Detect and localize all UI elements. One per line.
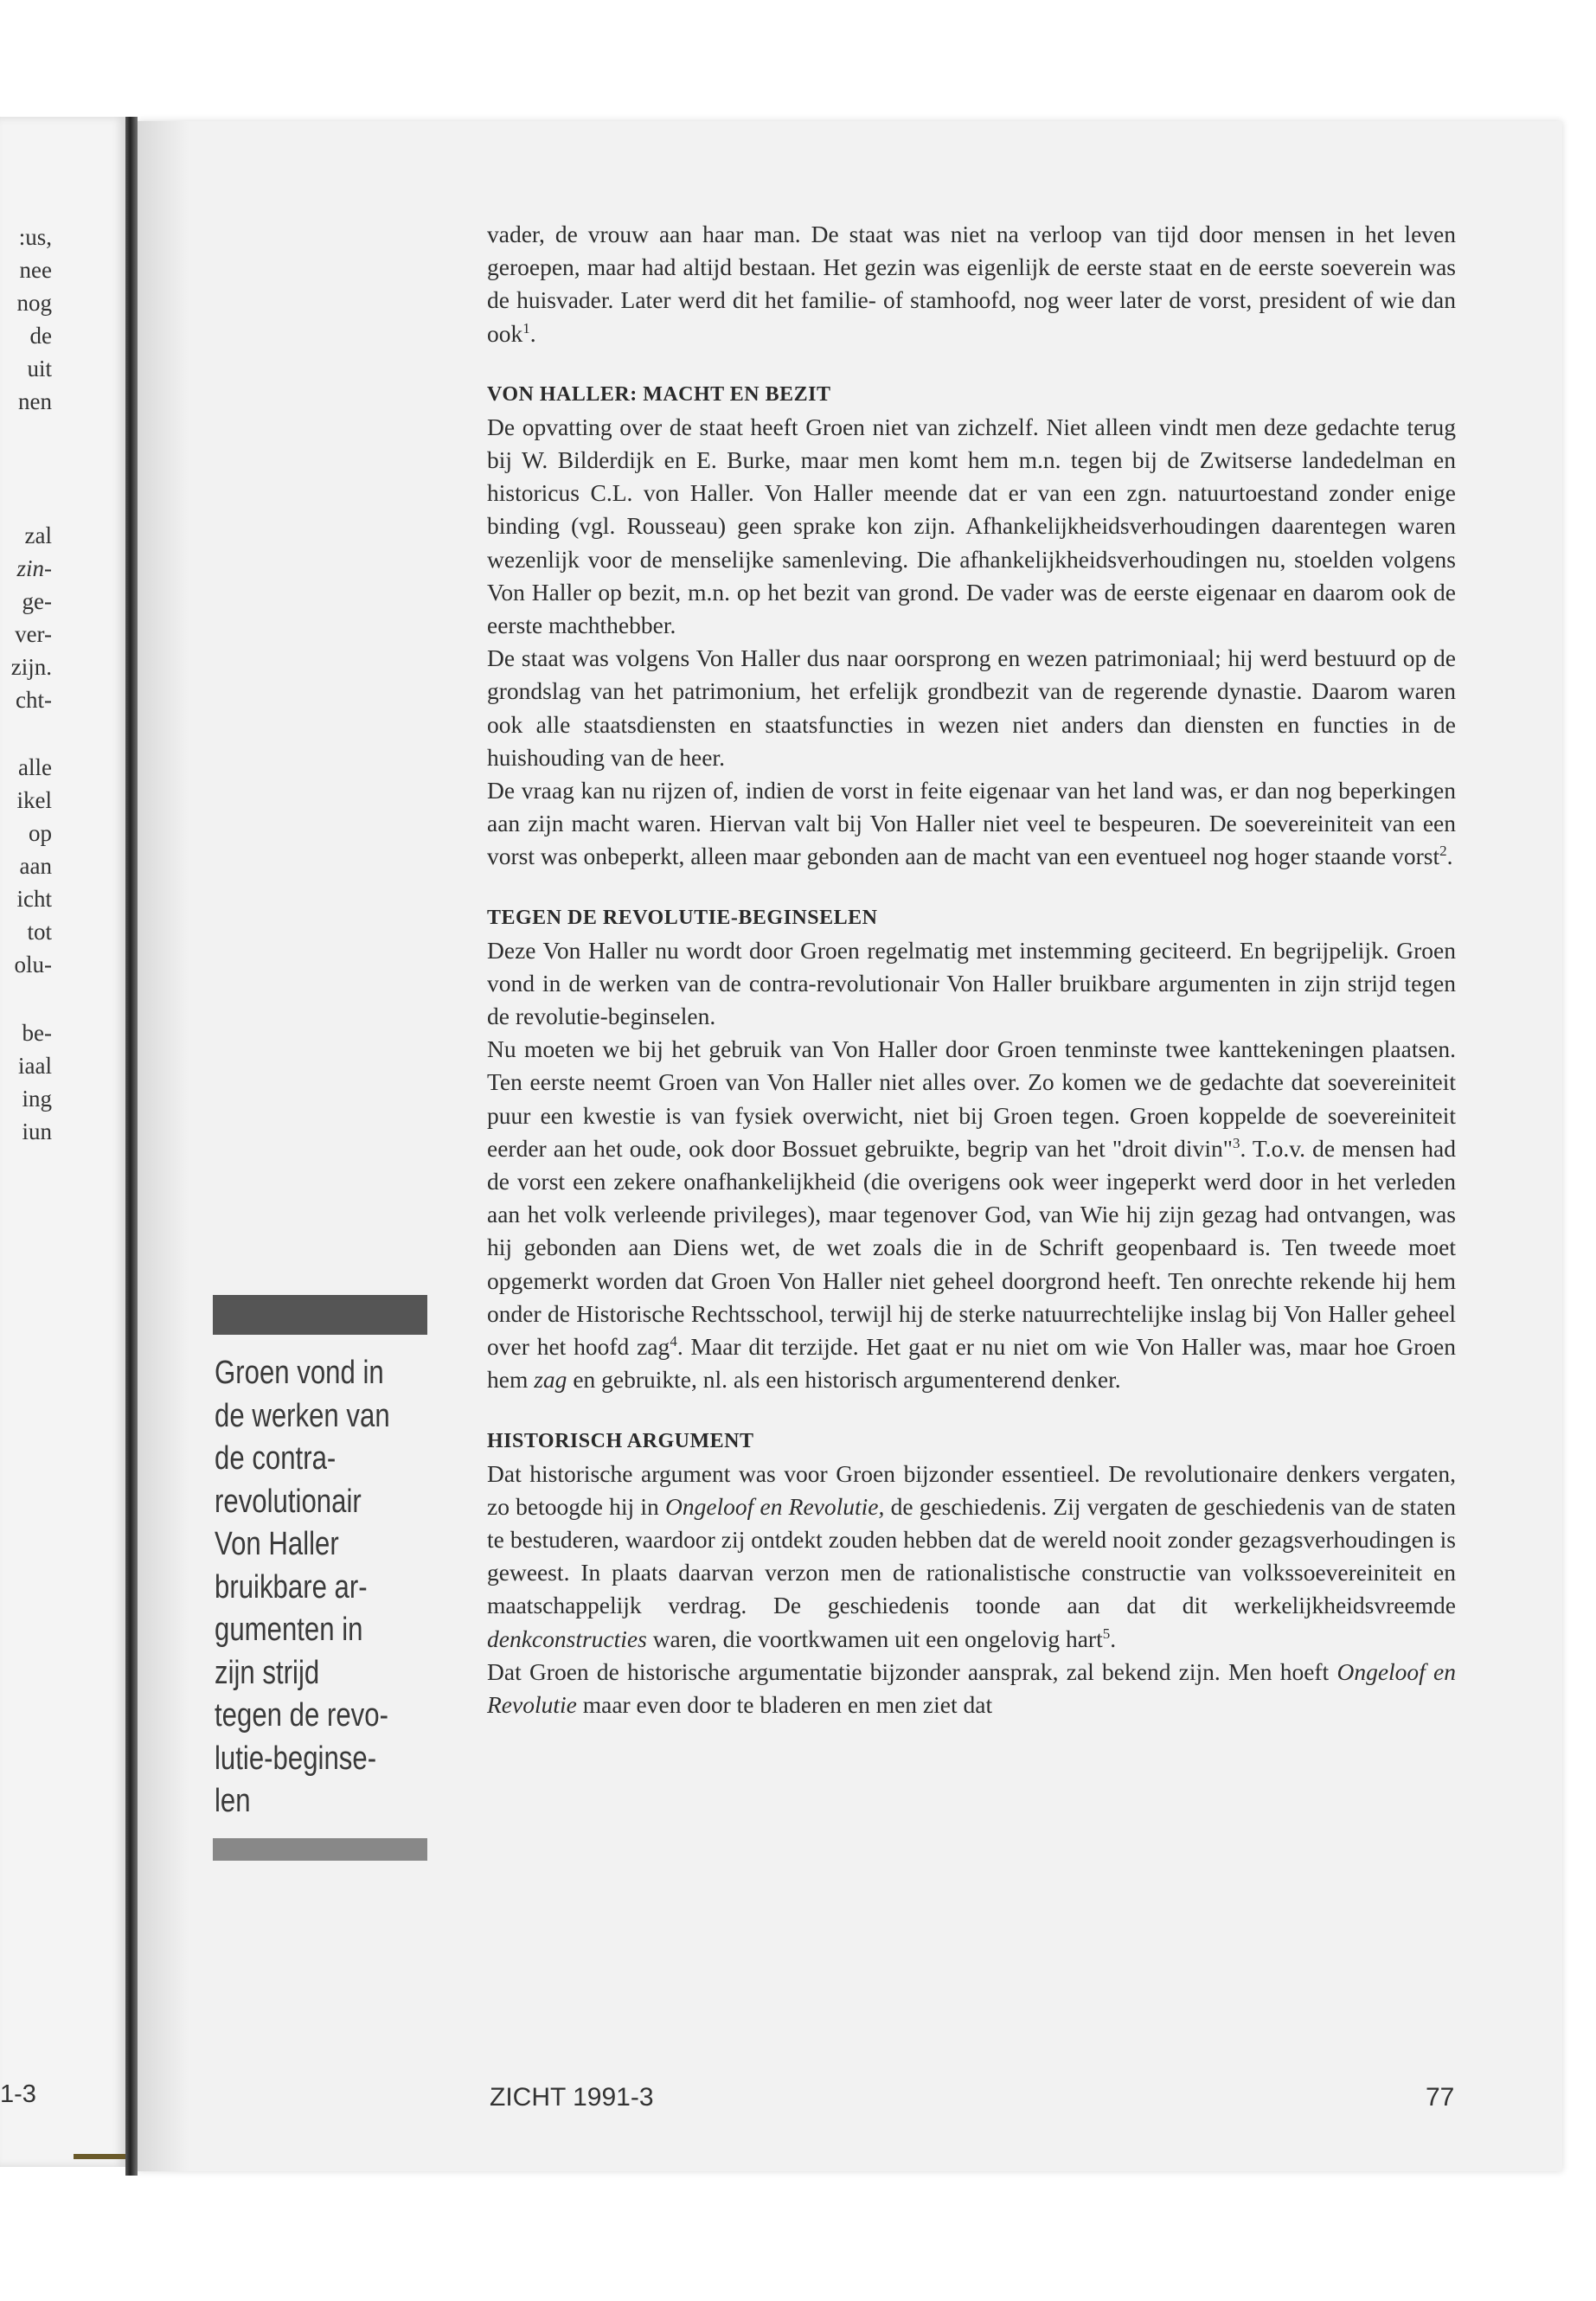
facing-page-footer: 1-3: [0, 2080, 36, 2108]
section-heading-historisch: HISTORISCH ARGUMENT: [487, 1429, 754, 1452]
page-gutter-shadow: [138, 121, 189, 2171]
pull-quote: Groen vond in de werken van de contra- revolutionair Von Haller bruikbare ar- gumenten in zijn strijd tegen de revo- lutie-beginse- len: [215, 1355, 390, 1819]
paragraph: Deze Von Haller nu wordt door Groen regelmatig met instemming geciteerd. En begrijpelijk. Groen vond in de werken van de contra-revolutionair Von Haller bruikbare argumenten in zijn strijd tegen de revolutie-beginselen.: [487, 936, 1456, 1030]
paragraph-intro: vader, de vrouw aan haar man. De staat was niet na verloop van tijd door mensen in het leven geroepen, maar had altijd bestaan. Het gezin was eigenlijk de eerste staat en de eerste soeverein was de huisvader. Later werd dit het familie- of stamhoofd, nog weer later de vorst, president of wie dan ook$^1$.: [487, 221, 1456, 347]
footnote-ref-5: 5: [1102, 1625, 1111, 1642]
facing-page-fragments-4: be- iaal ing iun: [18, 1020, 52, 1144]
paragraph: Dat historische argument was voor Groen bijzonder essentieel. De revolutionaire denkers vergaten, zo betoogde hij in Ongeloof en Revolutie, de geschiedenis. Zij vergaten de geschiedenis van de staten te bestuderen, waardoor zij ontdekt zouden hebben dat de wereld nooit zonder gezagsverhoudingen is geweest. In plaats daarvan verzon men de rationalistische constructie van volkssoevereiniteit en maatschappelijk verdrag. De geschiedenis toonde aan dat dit werkelijkheidsvreemde denkconstructies waren, die voortkwamen uit een ongelovig hart$^5$.: [487, 1459, 1456, 1652]
page-number: 77: [1426, 2083, 1455, 2112]
binding-mark: [74, 2154, 125, 2159]
facing-page-fragments-2: zal zin- ge- ver- zijn. cht-: [10, 522, 52, 713]
section-heading-revolutie: TEGEN DE REVOLUTIE-BEGINSELEN: [487, 906, 878, 929]
pull-quote-top-bar: [213, 1295, 427, 1335]
footnote-ref-1: 1: [522, 319, 530, 336]
section-heading-von-haller: VON HALLER: MACHT EN BEZIT: [487, 382, 831, 406]
article-body: [487, 218, 1456, 1721]
paragraph: De staat was volgens Von Haller dus naar oorsprong en wezen patrimoniaal; hij werd bestuurd op de grondslag van het patrimonium, het erfelijk grondbezit van de regerende dynastie. Daarom waren ook alle staatsdiensten en staatsfuncties in wezen niet anders dan diensten en functies in de huishouding van de heer.: [487, 644, 1456, 771]
paragraph: De vraag kan nu rijzen of, indien de vorst in feite eigenaar van het land was, er dan nog beperkingen aan zijn macht waren. Hiervan valt bij Von Haller niet veel te bespeuren. De soevereiniteit van een vorst was onbeperkt, alleen maar gebonden aan de macht van een eventueel nog hoger staande vorst$^2$.: [487, 777, 1456, 870]
paragraph: Nu moeten we bij het gebruik van Von Haller door Groen tenminste twee kanttekeningen plaatsen. Ten eerste neemt Groen van Von Haller niet alles over. Zo komen we de gedachte dat soevereiniteit puur een kwestie is van fysiek overwicht, niet bij Groen tegen. Groen koppelde de soevereiniteit eerder aan het oude, ook door Bossuet gebruikte, begrip van het "droit divin"$^3$. T.o.v. de mensen had de vorst een zekere onafhankelijkheid (die overigens ook weer ingeperkt werd door in het verleden aan het volk verleende privileges), maar tegenover God, van Wie hij zijn gezag had ontvangen, was hij gebonden aan Diens wet, de wet zoals die in de Schrift geopenbaard is. Ten tweede moet opgemerkt worden dat Groen Von Haller niet geheel doorgrond heeft. Ten onrechte rekende hij hem onder de Historische Rechtsschool, terwijl hij de sterke natuurrechtelijke inslag bij Von Haller geheel over het hoofd zag$^4$. Maar dit terzijde. Het gaat er nu niet om wie Von Haller was, maar hoe Groen hem zag en gebruikte, nl. als een historisch argumenterend denker.: [487, 1035, 1457, 1394]
facing-page-fragments-1: :us, nee nog de uit nen: [16, 224, 52, 414]
footnote-ref-2: 2: [1439, 843, 1447, 860]
book-spine: [125, 117, 138, 2176]
pull-quote-bottom-bar: [213, 1838, 427, 1861]
footnote-ref-3: 3: [1232, 1134, 1240, 1151]
paragraph: De opvatting over de staat heeft Groen niet van zichzelf. Niet alleen vindt men deze gedachte terug bij W. Bilderdijk en E. Burke, maar men komt hem m.n. tegen bij de Zwitserse landedelman en historicus C.L. von Haller. Von Haller meende dat er van een zgn. natuurtoestand zonder enige binding (vgl. Rousseau) geen sprake kon zijn. Afhankelijkheidsverhoudingen daarentegen waren wezenlijk voor de menselijke samenleving. Die afhankelijkheidsverhoudingen nu, stoelden volgens Von Haller op bezit, m.n. op het bezit van grond. De vader was de eerste eigenaar en daarom ook de eerste machthebber.: [487, 413, 1456, 639]
running-footer-journal: ZICHT 1991-3: [490, 2083, 654, 2112]
paragraph: Dat Groen de historische argumentatie bijzonder aansprak, zal bekend zijn. Men hoeft Ongeloof en Revolutie maar even door te bladeren en men ziet dat: [487, 1657, 1456, 1718]
footnote-ref-4: 4: [670, 1332, 677, 1349]
facing-page-fragments-3: alle ikel op aan icht tot olu-: [14, 754, 52, 977]
